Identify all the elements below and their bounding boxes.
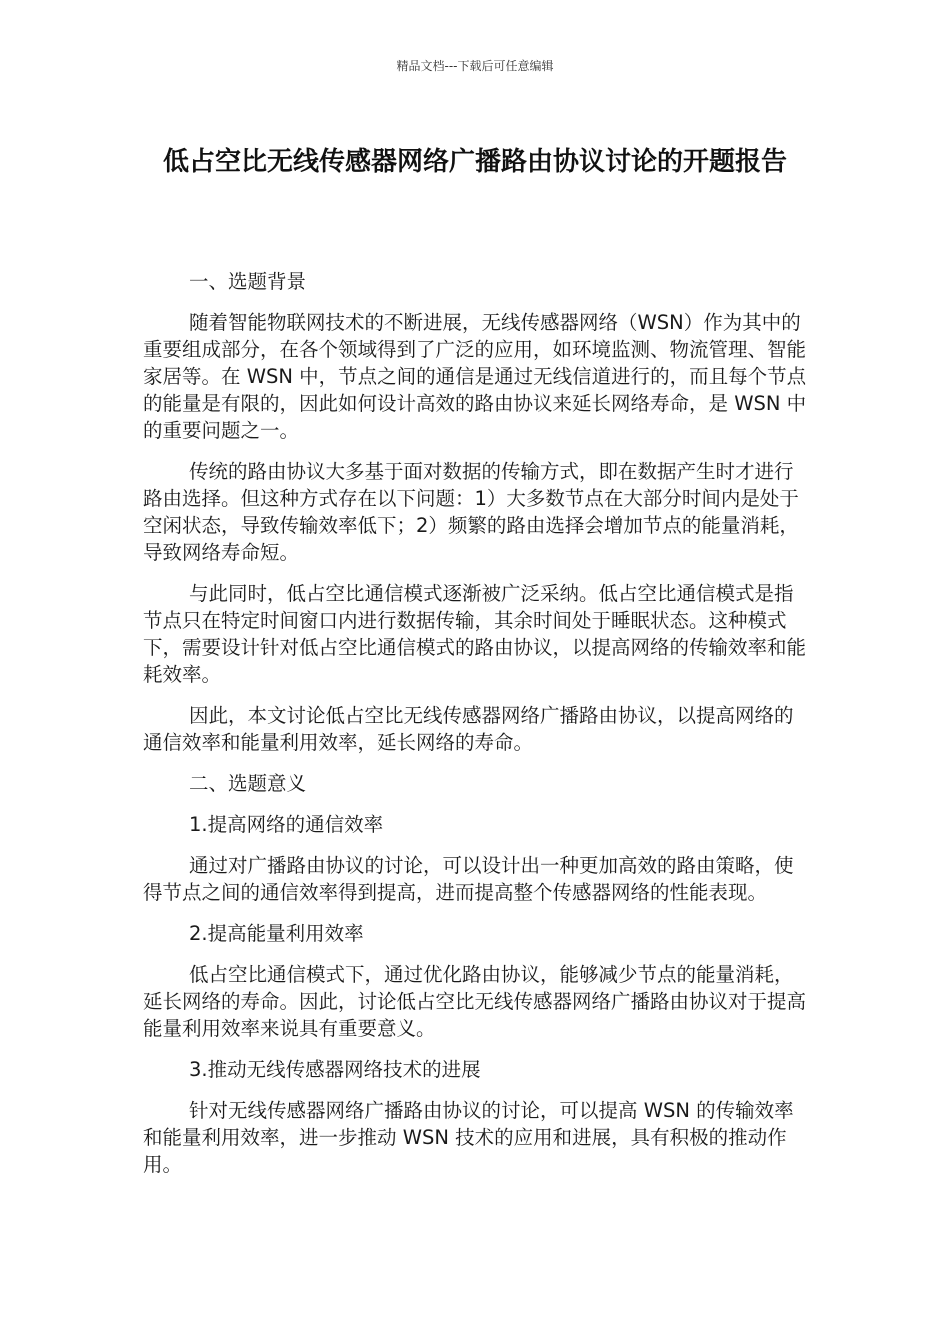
- paragraph: 传统的路由协议大多基于面对数据的传输方式，即在数据产生时才进行路由选择。但这种方式存在以下问题：1）大多数节点在大部分时间内是处于空闲状态，导致传输效率低下；2）频繁的路由选择会增加节点的能量消耗，导致网络寿命短。: [143, 460, 799, 564]
- paragraph: 低占空比通信模式下，通过优化路由协议，能够减少节点的能量消耗，延长网络的寿命。因此，讨论低占空比无线传感器网络广播路由协议对于提高能量利用效率来说具有重要意义。: [143, 963, 807, 1040]
- document-body: [143, 268, 809, 1192]
- subsection-heading: 2.提高能量利用效率: [189, 922, 364, 945]
- paragraph: 针对无线传感器网络广播路由协议的讨论，可以提高 WSN 的传输效率和能量利用效率，进一步推动 WSN 技术的应用和进展，具有积极的推动作用。: [143, 1099, 794, 1176]
- paragraph: 通过对广播路由协议的讨论，可以设计出一种更加高效的路由策略，使得节点之间的通信效率得到提高，进而提高整个传感器网络的性能表现。: [143, 854, 794, 904]
- header-note: 精品文档---下载后可任意编辑: [396, 59, 554, 73]
- paragraph: 因此，本文讨论低占空比无线传感器网络广播路由协议，以提高网络的通信效率和能量利用效率，延长网络的寿命。: [143, 704, 794, 754]
- paragraph: 与此同时，低占空比通信模式逐渐被广泛采纳。低占空比通信模式是指节点只在特定时间窗口内进行数据传输，其余时间处于睡眠状态。这种模式下，需要设计针对低占空比通信模式的路由协议，以提高网络的传输效率和能耗效率。: [143, 582, 807, 686]
- section-heading-significance: 二、选题意义: [189, 772, 307, 795]
- subsection-heading: 3.推动无线传感器网络技术的进展: [189, 1058, 481, 1081]
- subsection-heading: 1.提高网络的通信效率: [189, 813, 384, 836]
- paragraph: 随着智能物联网技术的不断进展，无线传感器网络（WSN）作为其中的重要组成部分，在各个领域得到了广泛的应用，如环境监测、物流管理、智能家居等。在 WSN 中，节点之间的通信是通过无线信道进行的，而且每个节点的能量是有限的，因此如何设计高效的路由协议来延长网络寿命，是 WSN 中的重要问题之一。: [143, 311, 807, 442]
- document-title: 低占空比无线传感器网络广播路由协议讨论的开题报告: [162, 147, 787, 177]
- section-heading-background: 一、选题背景: [189, 270, 307, 293]
